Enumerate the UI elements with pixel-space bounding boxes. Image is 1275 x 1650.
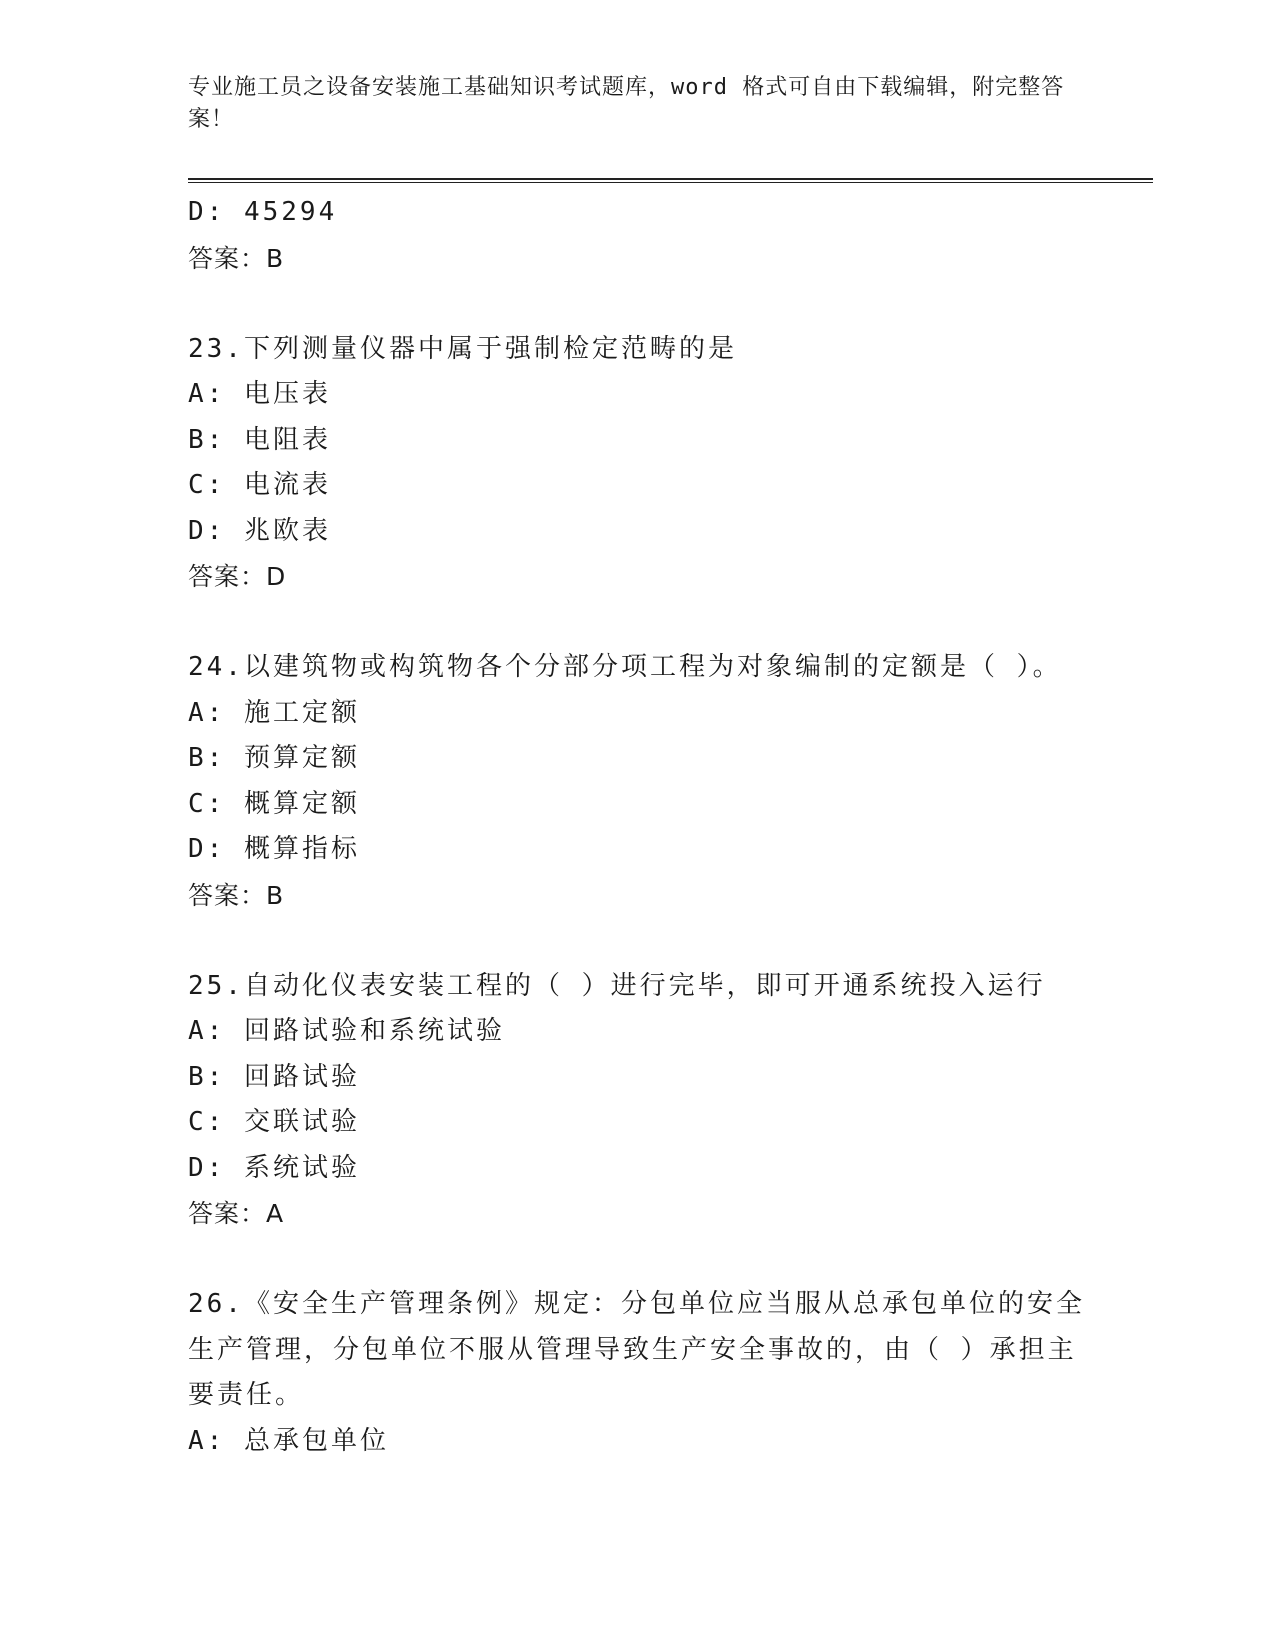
option-a: A: 电压表: [188, 379, 331, 409]
spacer: [188, 281, 1088, 327]
answer-line: 答案：D: [188, 562, 287, 591]
header-divider-thin: [188, 182, 1153, 183]
spacer: [188, 600, 1088, 646]
spacer: [188, 918, 1088, 964]
question-stem: 26.《安全生产管理条例》规定：分包单位应当服从总承包单位的安全生产管理，分包单位不服从管理导致生产安全事故的，由（ ）承担主要责任。: [188, 1289, 1085, 1410]
option-d: D: 45294: [188, 197, 338, 227]
option-d: D: 概算指标: [188, 834, 360, 864]
option-c: C: 电流表: [188, 470, 331, 500]
question-stem: 25.自动化仪表安装工程的（ ）进行完毕，即可开通系统投入运行: [188, 970, 1046, 1001]
question-stem: 23.下列测量仪器中属于强制检定范畴的是: [188, 333, 737, 364]
option-a: A: 施工定额: [188, 697, 360, 728]
document-header: 专业施工员之设备安装施工基础知识考试题库，word 格式可自由下载编辑，附完整答案！: [188, 75, 1065, 132]
option-d: D: 兆欧表: [188, 515, 331, 546]
answer-line: 答案：A: [188, 1199, 285, 1228]
option-c: C: 概算定额: [188, 788, 360, 819]
option-b: B: 电阻表: [188, 424, 331, 455]
option-c: C: 交联试验: [188, 1107, 360, 1137]
answer-line: 答案：B: [188, 880, 285, 910]
question-list: [188, 190, 1088, 1464]
option-b: B: 预算定额: [188, 743, 360, 773]
option-a: A: 总承包单位: [188, 1425, 389, 1456]
header-divider-thick: [188, 178, 1153, 180]
question-stem: 24.以建筑物或构筑物各个分部分项工程为对象编制的定额是（ ）。: [188, 652, 1062, 682]
spacer: [188, 1237, 1088, 1283]
option-b: B: 回路试验: [188, 1061, 360, 1092]
option-a: A: 回路试验和系统试验: [188, 1016, 505, 1046]
answer-line: 答案：B: [188, 243, 285, 273]
option-d: D: 系统试验: [188, 1152, 360, 1183]
